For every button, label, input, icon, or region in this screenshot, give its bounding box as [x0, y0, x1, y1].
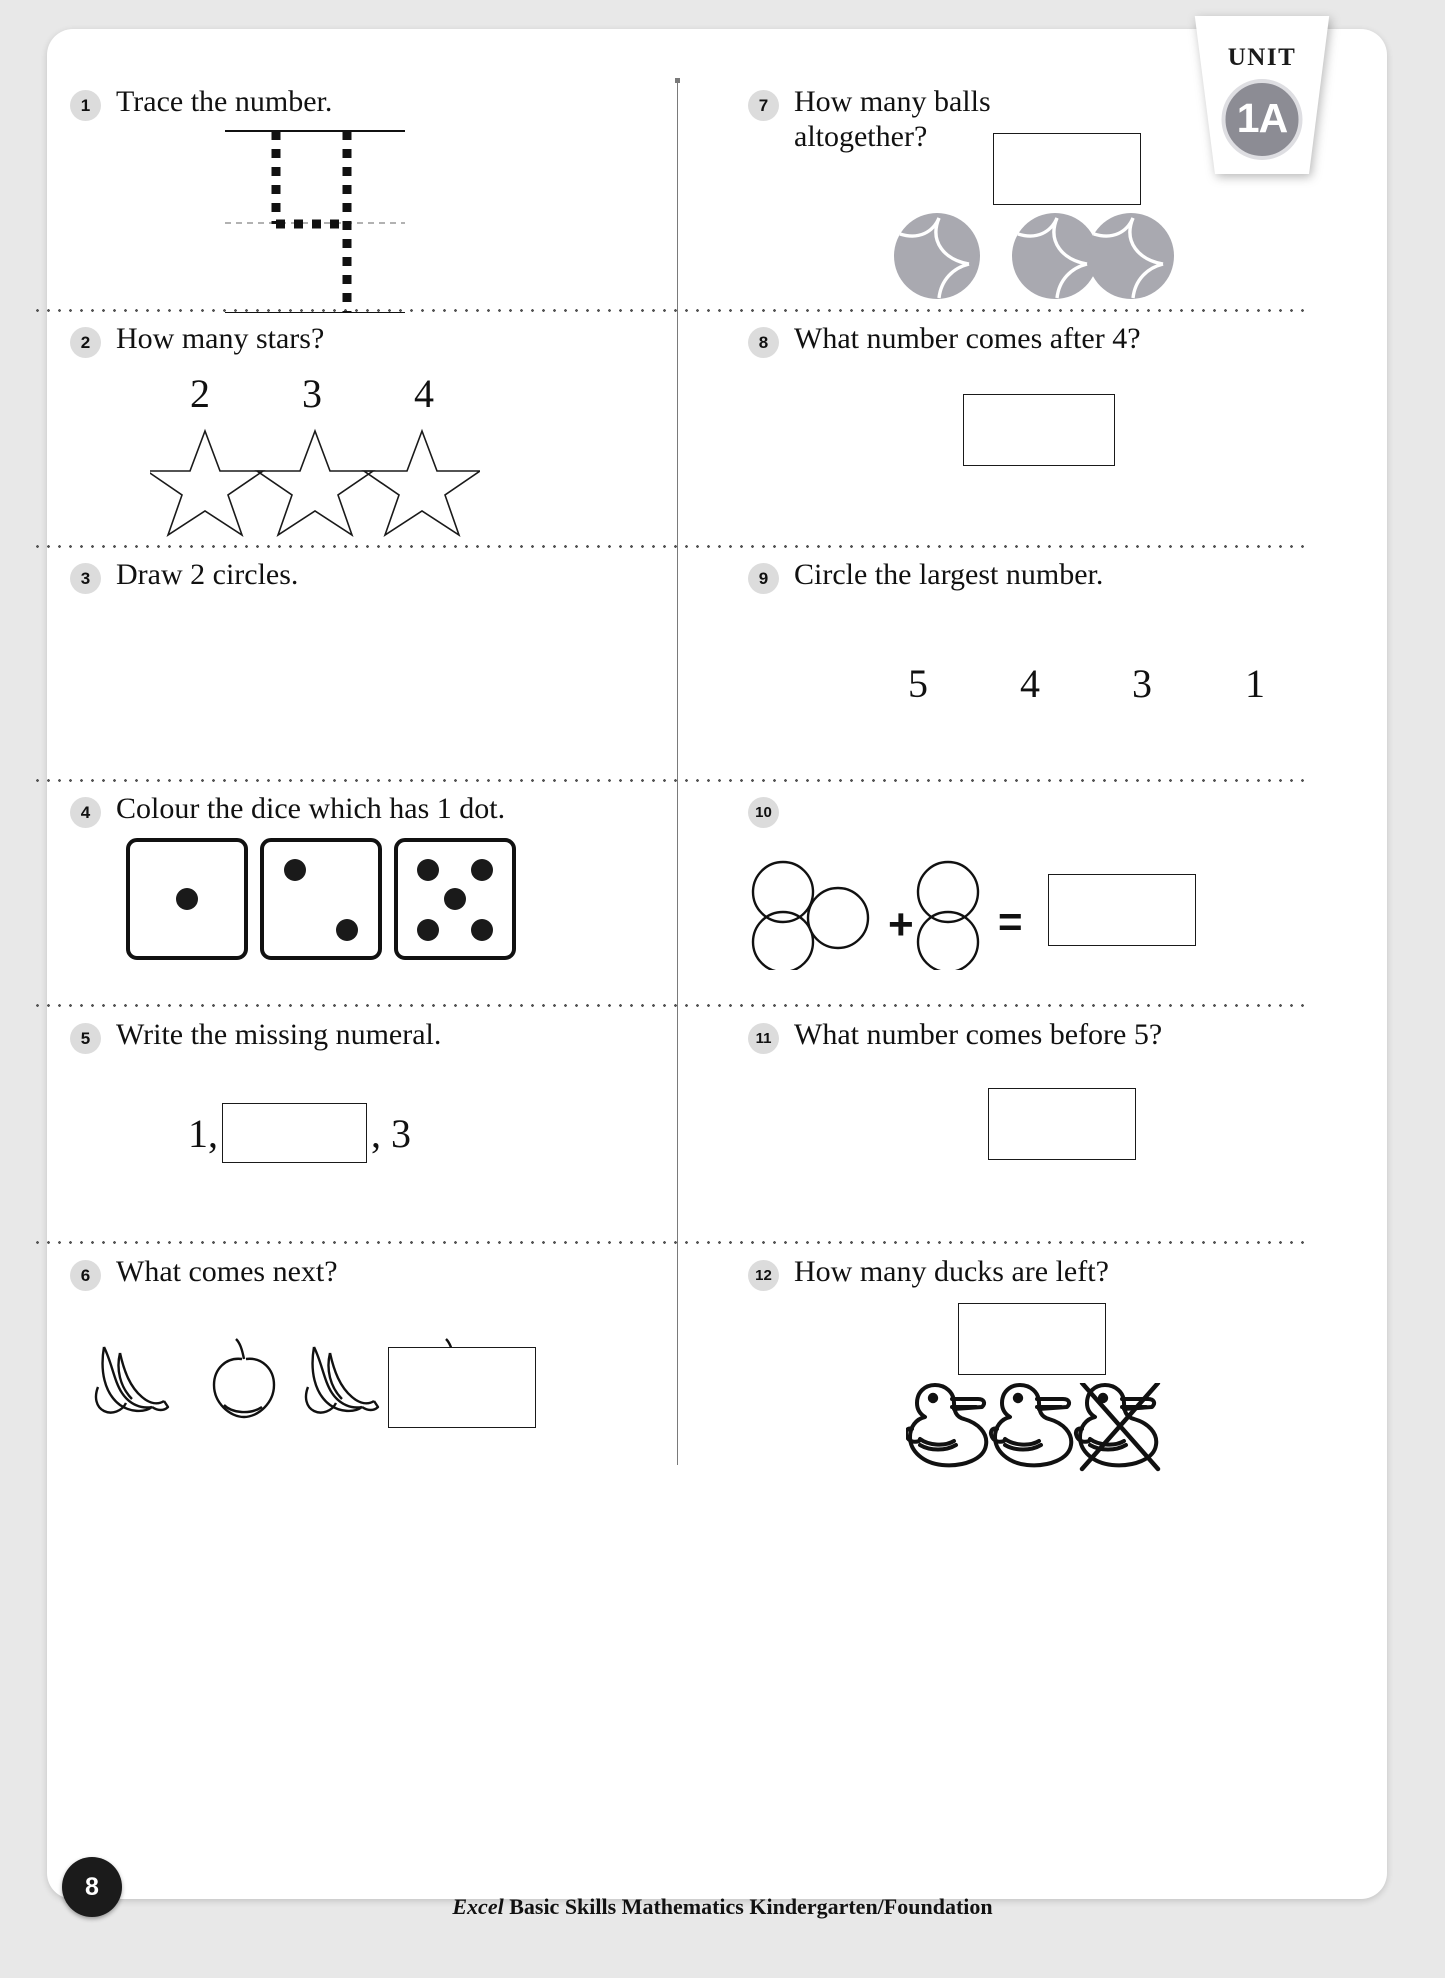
apple-icon	[214, 1339, 274, 1417]
duck-icon	[906, 1385, 986, 1465]
row-separator-5	[32, 1241, 1310, 1244]
before-answer-box[interactable]	[988, 1088, 1136, 1160]
question-11	[748, 1018, 1348, 1233]
trace-number-4[interactable]	[220, 123, 410, 313]
die-2-dots	[262, 840, 380, 958]
question-number: 2	[70, 327, 101, 358]
question-6	[70, 1255, 660, 1455]
question-number: 3	[70, 563, 101, 594]
star-group	[150, 427, 480, 537]
footer-brand: Excel	[452, 1894, 504, 1919]
banana-icon	[96, 1347, 168, 1413]
row-separator-3	[32, 779, 1310, 782]
banana-icon	[306, 1347, 378, 1413]
tennis-ball-icon	[894, 213, 980, 299]
unit-code-circle	[1222, 79, 1303, 160]
row-separator-4	[32, 1004, 1310, 1007]
after-answer-box[interactable]	[963, 394, 1115, 466]
question-text: Trace the number.	[116, 85, 333, 118]
addition-answer-box[interactable]	[1048, 874, 1196, 946]
question-text: What comes next?	[116, 1255, 338, 1288]
question-10	[748, 792, 1348, 997]
die-1-dot	[128, 840, 246, 958]
star-icon	[150, 431, 263, 535]
question-text: How many balls altogether?	[794, 85, 991, 153]
page-number-badge: 8	[62, 1857, 122, 1917]
sequence-after-text: , 3	[371, 1110, 411, 1156]
footer-title	[0, 1894, 1445, 1920]
question-8	[748, 322, 1348, 532]
question-number: 9	[748, 563, 779, 594]
star-icon	[257, 431, 373, 535]
ducks-answer-box[interactable]	[958, 1303, 1106, 1375]
circle-shape	[808, 888, 868, 948]
die-5-dots	[396, 840, 514, 958]
footer-series: Basic Skills Mathematics Kindergarten/Foundation	[503, 1894, 993, 1919]
tennis-ball-icon	[1012, 213, 1098, 299]
question-9	[748, 558, 1348, 768]
addition-circles-group	[743, 860, 1003, 970]
duck-group	[906, 1383, 1166, 1473]
question-4	[70, 792, 660, 997]
question-text: Circle the largest number.	[794, 558, 1104, 591]
number-choice[interactable]: 4	[1020, 661, 1040, 706]
number-choice[interactable]: 3	[1132, 661, 1152, 706]
tennis-ball-icon	[1088, 213, 1174, 299]
question-number: 5	[70, 1023, 101, 1054]
question-text: What number comes before 5?	[794, 1018, 1163, 1051]
question-number: 12	[748, 1260, 779, 1291]
balls-answer-box[interactable]	[993, 133, 1141, 205]
unit-tab	[1178, 16, 1346, 174]
question-1	[70, 85, 660, 300]
question-text: How many ducks are left?	[794, 1255, 1109, 1288]
row-separator-2	[32, 545, 1310, 548]
draw-answer-area[interactable]	[90, 613, 630, 753]
tennis-ball-group	[893, 212, 1183, 300]
question-number: 8	[748, 327, 779, 358]
numeral-sequence	[188, 1103, 411, 1163]
number-choice[interactable]: 1	[1245, 661, 1265, 706]
duck-icon	[991, 1385, 1071, 1465]
question-number: 10	[748, 797, 779, 828]
question-text: Write the missing numeral.	[116, 1018, 442, 1051]
plus-sign: +	[888, 900, 914, 949]
missing-numeral-box[interactable]	[222, 1103, 367, 1163]
question-2	[70, 322, 660, 532]
unit-code: 1A	[1236, 95, 1288, 141]
duck-icon-crossed	[1076, 1383, 1158, 1469]
question-number: 7	[748, 90, 779, 121]
question-number: 6	[70, 1260, 101, 1291]
circle-shape	[753, 912, 813, 970]
question-12	[748, 1255, 1348, 1460]
circle-shape	[918, 912, 978, 970]
dice-group	[125, 837, 525, 962]
choice-2[interactable]: 2	[190, 371, 210, 416]
question-text: How many stars?	[116, 322, 325, 355]
column-divider	[677, 83, 678, 1465]
question-text: Colour the dice which has 1 dot.	[116, 792, 506, 825]
choice-3[interactable]: 3	[302, 371, 322, 416]
question-number: 1	[70, 90, 101, 121]
question-5	[70, 1018, 660, 1233]
question-number: 11	[748, 1023, 779, 1054]
question-text: Draw 2 circles.	[116, 558, 299, 591]
choice-4[interactable]: 4	[414, 371, 434, 416]
unit-label: UNIT	[1227, 44, 1297, 71]
question-number: 4	[70, 797, 101, 828]
question-text: What number comes after 4?	[794, 322, 1141, 355]
question-3	[70, 558, 660, 768]
sequence-before-text: 1,	[188, 1110, 218, 1156]
star-icon	[364, 431, 480, 535]
number-choice[interactable]: 5	[908, 661, 928, 706]
equals-sign: =	[998, 898, 1023, 945]
pattern-answer-box[interactable]	[388, 1347, 536, 1428]
